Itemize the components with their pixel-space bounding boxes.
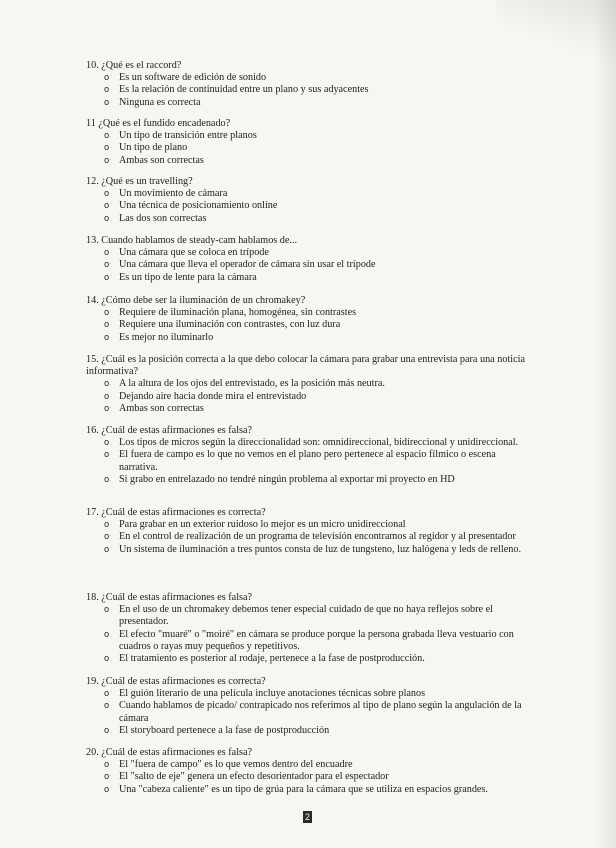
page-number: 2 bbox=[304, 812, 310, 822]
option-item: o Un sistema de iluminación a tres puntos consta de luz de tungsteno, luz halógena y leds de relleno. bbox=[104, 544, 536, 556]
option-item: o Una técnica de posicionamiento online bbox=[104, 200, 536, 212]
option-item: o El guión literario de una película incluye anotaciones técnicas sobre planos bbox=[104, 688, 536, 700]
options-list bbox=[86, 307, 536, 344]
option-item: o El "fuera de campo" es lo que vemos dentro del encuadre bbox=[104, 759, 536, 771]
options-list bbox=[86, 188, 536, 225]
question-10 bbox=[86, 60, 536, 109]
question-16 bbox=[86, 425, 536, 486]
option-item: o En el uso de un chromakey debemos tener especial cuidado de que no haya reflejos sobre el presentador. bbox=[104, 604, 536, 628]
option-item: o Dejando aire hacia donde mira el entrevistado bbox=[104, 391, 536, 403]
question-title: 17. ¿Cuál de estas afirmaciones es correcta? bbox=[86, 507, 266, 518]
option-item: o Ambas son correctas bbox=[104, 155, 536, 167]
option-item: o Requiere una iluminación con contrastes, con luz dura bbox=[104, 319, 536, 331]
question-title: 18. ¿Cuál de estas afirmaciones es falsa? bbox=[86, 592, 253, 603]
page-edge-shadow bbox=[594, 0, 616, 848]
options-list bbox=[86, 130, 536, 167]
question-15 bbox=[86, 354, 536, 415]
options-list bbox=[86, 437, 536, 486]
option-item: o El tratamiento es posterior al rodaje, pertenece a la fase de postproducción. bbox=[104, 653, 536, 665]
option-item: o Una cámara que se coloca en trípode bbox=[104, 247, 536, 259]
option-item: o Los tipos de micros según la direccionalidad son: omnidireccional, bidireccional y unidireccional. bbox=[104, 437, 536, 449]
option-item: o Es mejor no iluminarlo bbox=[104, 332, 536, 344]
option-item: o Si grabo en entrelazado no tendré ningún problema al exportar mi proyecto en HD bbox=[104, 474, 536, 486]
question-13 bbox=[86, 235, 536, 284]
options-list bbox=[86, 247, 536, 284]
option-item: o Es la relación de continuidad entre un plano y sus adyacentes bbox=[104, 84, 536, 96]
option-item: o Ninguna es correcta bbox=[104, 97, 536, 109]
option-item: o Ambas son correctas bbox=[104, 403, 536, 415]
question-title: 13. Cuando hablamos de steady-cam hablamos de... bbox=[86, 235, 298, 246]
question-14 bbox=[86, 295, 536, 344]
options-list bbox=[86, 759, 536, 796]
question-title: 12. ¿Qué es un travelling? bbox=[86, 176, 193, 187]
option-item: o A la altura de los ojos del entrevistado, es la posición más neutra. bbox=[104, 378, 536, 390]
option-item: o Las dos son correctas bbox=[104, 213, 536, 225]
option-item: o Una cámara que lleva el operador de cámara sin usar el trípode bbox=[104, 259, 536, 271]
option-item: o Es un tipo de lente para la cámara bbox=[104, 272, 536, 284]
option-item: o El storyboard pertenece a la fase de postproducción bbox=[104, 725, 536, 737]
option-item: o Una "cabeza caliente" es un tipo de grúa para la cámara que se utiliza en espacios grandes. bbox=[104, 784, 536, 796]
option-item: o Un movimiento de cámara bbox=[104, 188, 536, 200]
option-item: o Un tipo de plano bbox=[104, 142, 536, 154]
question-title: 10. ¿Qué es el raccord? bbox=[86, 60, 182, 71]
option-item: o El efecto "muaré" o "moiré" en cámara se produce porque la persona grabada lleva vestuario con cuadros o rayas muy pequeños y repetitivos. bbox=[104, 629, 536, 653]
option-item: o Para grabar en un exterior ruidoso lo mejor es un micro unidireccional bbox=[104, 519, 536, 531]
question-12 bbox=[86, 176, 536, 225]
option-item: o El fuera de campo es lo que no vemos en el plano pero pertenece al espacio fílmico o escena narrativa. bbox=[104, 449, 536, 473]
question-title: 15. ¿Cuál es la posición correcta a la que debo colocar la cámara para grabar una entrevista para una noticia informativa? bbox=[86, 354, 525, 378]
option-item: o En el control de realización de un programa de televisión encontramos al regidor y al presentador bbox=[104, 531, 536, 543]
question-title: 16. ¿Cuál de estas afirmaciones es falsa? bbox=[86, 425, 253, 436]
question-18 bbox=[86, 592, 536, 665]
question-title: 20. ¿Cuál de estas afirmaciones es falsa? bbox=[86, 747, 253, 758]
question-17 bbox=[86, 507, 536, 556]
question-11 bbox=[86, 118, 536, 167]
option-item: o Es un software de edición de sonido bbox=[104, 72, 536, 84]
options-list bbox=[86, 72, 536, 109]
options-list bbox=[86, 604, 536, 665]
question-20 bbox=[86, 747, 536, 796]
options-list bbox=[86, 378, 536, 415]
question-title: 11 ¿Qué es el fundido encadenado? bbox=[86, 118, 231, 129]
option-item: o Un tipo de transición entre planos bbox=[104, 130, 536, 142]
option-item: o Requiere de iluminación plana, homogénea, sin contrastes bbox=[104, 307, 536, 319]
options-list bbox=[86, 688, 536, 737]
option-item: o El "salto de eje" genera un efecto desorientador para el espectador bbox=[104, 771, 536, 783]
options-list bbox=[86, 519, 536, 556]
question-title: 14. ¿Cómo debe ser la iluminación de un chromakey? bbox=[86, 295, 306, 306]
question-19 bbox=[86, 676, 536, 737]
question-title: 19. ¿Cuál de estas afirmaciones es correcta? bbox=[86, 676, 266, 687]
option-item: o Cuando hablamos de picado/ contrapicado nos referimos al tipo de plano según la angulación de la cámara bbox=[104, 700, 536, 724]
